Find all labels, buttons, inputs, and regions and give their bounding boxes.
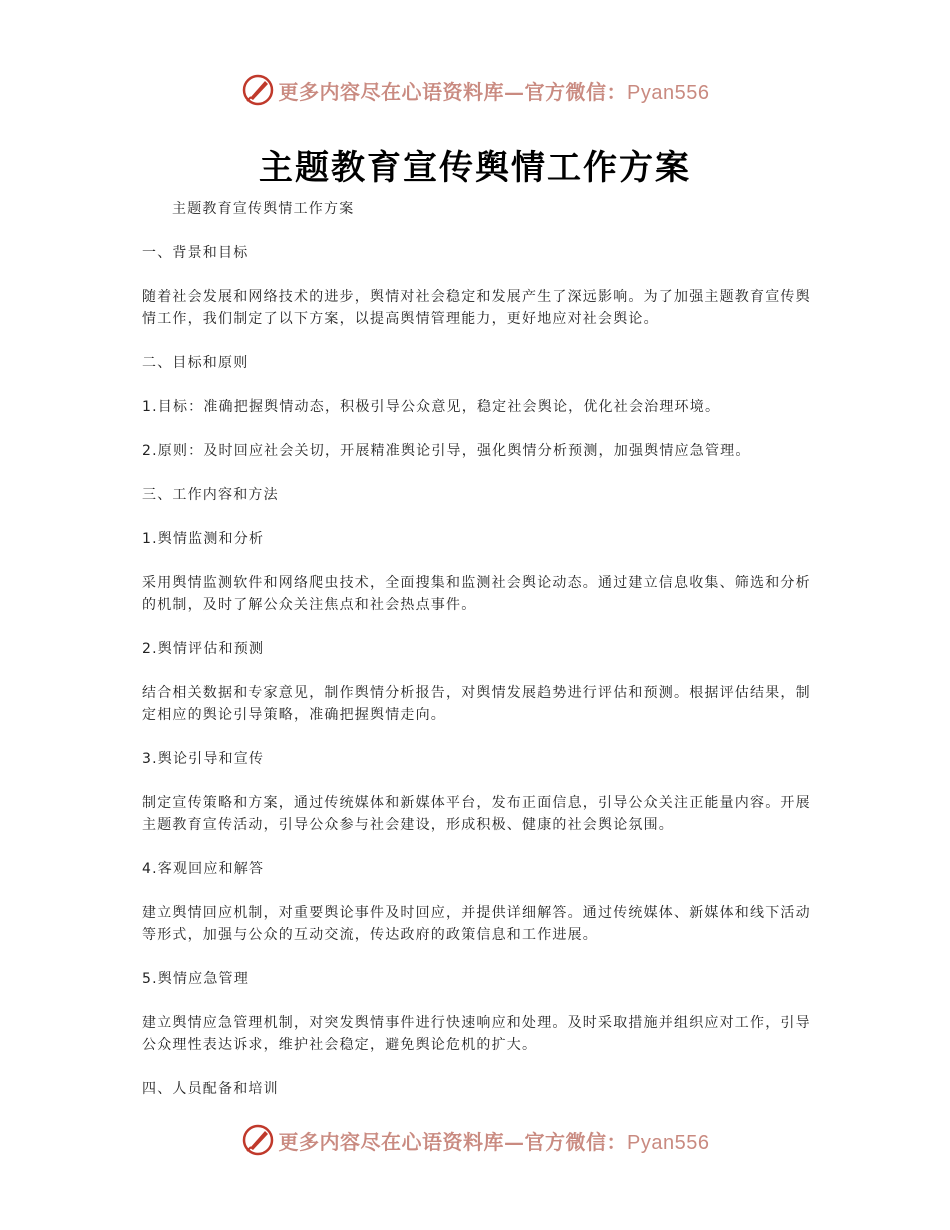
subheading-emergency: 5.舆情应急管理 <box>142 971 249 987</box>
section-heading-work-content: 三、工作内容和方法 <box>142 487 279 503</box>
paragraph-goal: 1.目标：准确把握舆情动态，积极引导公众意见，稳定社会舆论，优化社会治理环境。 <box>142 399 721 415</box>
paragraph-monitoring: 采用舆情监测软件和网络爬虫技术，全面搜集和监测社会舆论动态。通过建立信息收集、筛选和分析的机制，及时了解公众关注焦点和社会热点事件。 <box>142 575 811 613</box>
paragraph-guidance: 制定宣传策略和方案，通过传统媒体和新媒体平台，发布正面信息，引导公众关注正能量内容。开展主题教育宣传活动，引导公众参与社会建设，形成积极、健康的社会舆论氛围。 <box>142 795 811 833</box>
section-heading-goals: 二、目标和原则 <box>142 355 249 371</box>
quill-logo-icon <box>241 1123 275 1157</box>
wechat-id: Pyan556 <box>627 81 710 104</box>
paragraph-response: 建立舆情回应机制，对重要舆论事件及时回应，并提供详细解答。通过传统媒体、新媒体和线下活动等形式，加强与公众的互动交流，传达政府的政策信息和工作进展。 <box>142 905 811 943</box>
paragraph-background: 随着社会发展和网络技术的进步，舆情对社会稳定和发展产生了深远影响。为了加强主题教育宣传舆情工作，我们制定了以下方案，以提高舆情管理能力，更好地应对社会舆论。 <box>142 289 811 327</box>
wechat-id: Pyan556 <box>627 1131 710 1154</box>
document-subtitle: 主题教育宣传舆情工作方案 <box>172 201 355 217</box>
document-body <box>142 198 812 1122</box>
paragraph-emergency: 建立舆情应急管理机制，对突发舆情事件进行快速响应和处理。及时采取措施并组织应对工作，引导公众理性表达诉求，维护社会稳定，避免舆论危机的扩大。 <box>142 1015 811 1053</box>
subheading-monitoring: 1.舆情监测和分析 <box>142 531 265 547</box>
subheading-assessment: 2.舆情评估和预测 <box>142 641 265 657</box>
watermark-text: 更多内容尽在心语资料库—官方微信：Pyan556 <box>278 1129 710 1154</box>
paragraph-assessment: 结合相关数据和专家意见，制作舆情分析报告，对舆情发展趋势进行评估和预测。根据评估结果，制定相应的舆论引导策略，准确把握舆情走向。 <box>142 685 811 723</box>
footer-watermark-banner <box>0 1120 950 1160</box>
watermark-text: 更多内容尽在心语资料库—官方微信：Pyan556 <box>278 79 710 104</box>
section-heading-staffing: 四、人员配备和培训 <box>142 1081 279 1097</box>
section-heading-background: 一、背景和目标 <box>142 245 249 261</box>
header-watermark-banner <box>0 70 950 110</box>
quill-logo-icon <box>241 73 275 107</box>
subheading-guidance: 3.舆论引导和宣传 <box>142 751 265 767</box>
paragraph-principle: 2.原则：及时回应社会关切，开展精准舆论引导，强化舆情分析预测，加强舆情应急管理。 <box>142 443 751 459</box>
subheading-response: 4.客观回应和解答 <box>142 861 265 877</box>
document-title: 主题教育宣传舆情工作方案 <box>259 148 691 188</box>
